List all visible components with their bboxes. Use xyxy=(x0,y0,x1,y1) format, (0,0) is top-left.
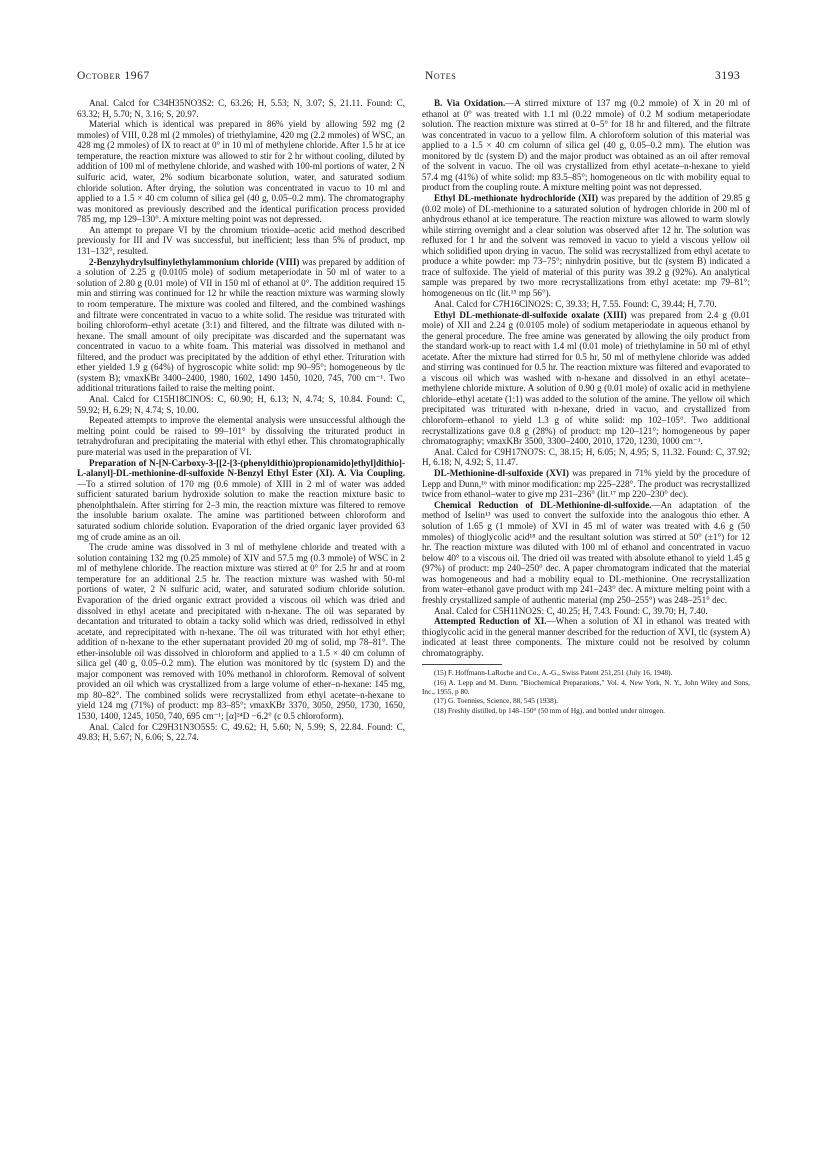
paragraph-text: Repeated attempts to improve the elemental analysis were unsuccessful although the melting point could be raised to 99–101° by dissolving the triturated product in tetrahydrofuran and precipitating the material with ethyl ether. This chromatographically pure material was used in the preparation of VI. xyxy=(77,415,405,457)
paragraph-text: —An adaptation of the method of Iselin¹³ was used to convert the sulfoxide into the analogous thio ether. A solution of 1.65 g (1 mmole) of XVI in 45 ml of water was treated with 4.6 g (50 mmoles) of thioglycolic acid¹⁸ and the resultant solution was stirred at 50° (±1°) for 12 hr. The reaction mixture was diluted with 100 ml of ethanol and concentrated in vacuo below 40° to a viscous oil. The dried oil was treated with absolute ethanol to yield 1.45 g (97%) of product: mp 240–250° dec. A paper chromatogram indicated that the material was homogeneous and had a mobility equal to DL-methionine. One recrystallization from water–ethanol gave product with mp 241–243° dec. A mixture melting point with a freshly crystallized sample of authentic material (mp 250–255°) was 248–251° dec. xyxy=(422,499,750,605)
paragraph-text: was prepared from 2.4 g (0.01 mole) of XII and 2.24 g (0.0105 mole) of sodium metaperiodate in aqueous ethanol by the general procedure. The free amine was generated by allowing the oily product from the standard work-up to react with 1.4 ml (0.01 mole) of triethylamine in 50 ml of ethyl acetate. After the mixture had stirred for 0.5 hr, 50 ml of methylene chloride was added and stirring was continued for 0.5 hr. The reaction mixture was filtered and evaporated to a viscous oil which was washed with n-hexane and dissolved in an ethyl acetate–methylene chloride mixture. A solution of 0.90 g (0.01 mole) of oxalic acid in methylene chloride–ethyl acetate (1:1) was added to the solution of the amine. The yellow oil which precipitated was triturated with n-hexane, dried in vacuo, and crystallized from chloroform–ethanol to yield 1.3 g of white solid: mp 102–105°. Two additional recrystallizations gave 0.8 g (28%) of product: mp 120–121°; homogeneous by paper chromatography; νmaxKBr 3500, 3300–2400, 2010, 1720, 1230, 1000 cm⁻¹. xyxy=(422,309,750,447)
paragraph-text: Anal. Calcd for C5H11NO2S: C, 40.25; H, 7.43. Found: C, 39.70; H, 7.40. xyxy=(434,605,708,616)
footnote: (17) G. Toennies, Science, 88, 545 (1938). xyxy=(434,696,558,706)
paragraph xyxy=(422,98,750,193)
paragraph-text: Material which is identical was prepared in 86% yield by allowing 592 mg (2 mmoles) of VIII, 0.28 ml (2 mmoles) of triethylamine, 420 mg (2.2 mmoles) of WSC, an 428 mg (2 mmoles) of IX to react at 0° in 10 ml of methylene chloride. After 1.5 hr at ice temperature, the reaction mixture was allowed to stir for 2 hr without cooling, diluted by addition of 100 ml of methylene chloride, and washed with 100-ml portions of water, 2 N sulfuric acid, water, 2% sodium bicarbonate solution, water, and saturated sodium chloride solution. After drying, the solution was concentrated in vacuo to 10 ml and applied to a 1.5 × 40 cm column of silica gel (40 g, 0.05–0.2 mm). The chromatography was monitored as previously described and the identical purification process provided 785 mg, mp 129–130°. A mixture melting point was not depressed. xyxy=(77,119,405,225)
footnotes xyxy=(422,668,750,715)
paragraph-text: Anal. Calcd for C29H31N3O5S5: C, 49.62; H, 5.60; N, 5.99; S, 22.84. Found: C, 49.83; H, 5.67; N, 6.06; S, 22.74. xyxy=(77,721,405,743)
left-column xyxy=(77,98,405,743)
paragraph-text: Anal. Calcd for C9H17NO7S: C, 38.15; H, 6.05; N, 4.95; S, 11.32. Found: C, 37.92; H, 6.18; N, 4.92; S, 11.47. xyxy=(422,446,750,468)
paragraph-text: was prepared in 71% yield by the procedure of Lepp and Dunn,¹⁶ with minor modification: mp 225–228°. The product was recrystallized twice from ethanol–water to give mp 231–236° (lit.¹⁷ mp 220–230° dec). xyxy=(422,468,751,500)
paragraph-text: An attempt to prepare VI by the chromium trioxide–acetic acid method described previously for III and IV was successful, but inefficient; less than 5% of product, mp 131–132°, resulted. xyxy=(77,224,405,257)
paragraph xyxy=(77,458,405,542)
running-header-section: Notes xyxy=(425,70,457,82)
paragraph-text: —A stirred mixture of 137 mg (0.2 mmole) of X in 20 ml of ethanol at 0° was treated with 1.1 ml (0.22 mmole) of 0.2 M sodium metaperiodate solution. The reaction mixture was stirred at 0–5° for 18 hr and filtered, and the filtrate was concentrated in vacuo to a yellow film. A chloroform solution of this material was applied to a 1.5 × 40 cm column of silica gel (40 g, 0.05–0.2 mm). The elution was monitored by tlc (system D) and the major product was obtained as an oil after removal of the solvent in vacuo. The oil was crystallized from ethyl acetate–n-hexane to yield 57.4 mg (41%) of white solid: mp 83.5–85°; homogeneous on tlc with mobility equal to product from the coupling route. A mixture melting point was not depressed. xyxy=(422,98,750,193)
paragraph-text: was prepared by addition of a solution of 2.25 g (0.0105 mole) of sodium metaperiodate in 50 ml of water to a solution of 2.80 g (0.01 mole) of VII in 150 ml of ethanol at 0°. The addition required 15 min and stirring was continued for 12 hr while the reaction mixture was warming slowly to room temperature. The mixture was cooled and filtered, and the combined washings and filtrate were concentrated in vacuo to a white solid. The residue was triturated with boiling chloroform–ethyl acetate (3:1) and filtered, and the filtrate was diluted with n-hexane. The small amount of oily precipitate was discarded and the supernatant was concentrated in vacuo to a white foam. This material was dissolved in methanol and filtered, and the product was precipitated by the addition of ethyl ether. Trituration with ether yielded 1.9 g (64%) of hygroscopic white solid: mp 90–95°; homogeneous by tlc (system B); νmaxKBr 3400–2400, 1980, 1602, 1490 1450, 1020, 745, 700 cm⁻¹. Two additional triturations failed to raise the melting point. xyxy=(77,256,405,394)
paragraph-text: Anal. Calcd for C34H35NO3S2: C, 63.26; H, 5.53; N, 3.07; S, 21.11. Found: C, 63.32; H, 5.70; N, 3.16; S, 20.97. xyxy=(77,98,405,119)
footnote: (18) Freshly distilled, bp 148–150° (50 mm of Hg), and bottled under nitrogen. xyxy=(434,705,665,715)
footnote-rule xyxy=(422,664,502,665)
paragraph xyxy=(422,500,750,605)
paragraph xyxy=(422,310,750,447)
paragraph-text: The crude amine was dissolved in 3 ml of methylene chloride and treated with a solution containing 132 mg (0.25 mmole) of XIV and 57.5 mg (0.3 mmole) of WSC in 2 ml of methylene chloride. The reaction mixture was stirred at 0° for 2.5 hr and at room temperature for an additional 2.5 hr. The reaction mixture was washed with 50-ml portions of water, 2 N sulfuric acid, water, and saturated sodium chloride solution. Evaporation of the dried organic extract provided a viscous oil which was dried and dissolved in ethyl acetate and precipitated with n-hexane. The oil was separated by decantation and triturated to obtain a tacky solid which was dried, redissolved in ethyl acetate, and reprecipitated with n-hexane. The oil was triturated with hot ethyl ether; addition of n-hexane to the ether supernatant provided 20 mg of solid, mp 78–81°. The ether-insoluble oil was dissolved in chloroform and applied to a 1.5 × 40 cm column of silica gel (40 g, 0.05–0.2 mm). The elution was monitored by tlc (system D) and the major component was removed with 10% methanol in chloroform. Removal of solvent provided an oil which was crystallized from a large volume of ether–n-hexane: 145 mg, mp 80–82°. The combined solids were recrystallized from ethyl acetate–n-hexane to yield 124 mg (71%) of product: mp 83–85°; νmaxKBr 3370, 3050, 2950, 1730, 1650, 1530, 1400, 1245, 1050, 740, 695 cm⁻¹; [α]²⁴D −6.2° (c 0.5 chloroform). xyxy=(77,542,405,722)
paragraph xyxy=(422,606,750,617)
paragraph-heading: 2-Benzyhydrylsulfinylethylammonium chloride (VIII) xyxy=(89,256,300,267)
paragraph-text: —To a stirred solution of 170 mg (0.6 mmole) of XIII in 2 ml of water was added sufficient saturated barium hydroxide solution to make the reaction mixture basic to phenolphthalein. After stirring for 2–3 min, the reaction mixture was filtered to remove the insoluble barium oxalate. The amine was partitioned between chloroform and saturated sodium chloride solution. Evaporation of the dried organic layer provided 63 mg of crude amine as an oil. xyxy=(77,478,405,542)
paragraph-heading: Attempted Reduction of XI. xyxy=(434,616,547,627)
paragraph xyxy=(77,98,405,119)
page-number: 3193 xyxy=(715,70,741,82)
paragraph xyxy=(77,394,405,415)
paragraph-heading: Ethyl DL-methionate hydrochloride (XII) xyxy=(434,193,599,204)
paragraph xyxy=(422,468,750,500)
paragraph xyxy=(422,193,750,298)
paragraph xyxy=(77,415,405,457)
paragraph-heading: DL-Methionine-dl-sulfoxide (XVI) xyxy=(434,468,569,479)
paragraph xyxy=(422,447,750,468)
paragraph-heading: B. Via Oxidation. xyxy=(434,98,506,108)
paragraph-heading: Preparation of N-[N-Carboxy-3-[[2-[3-(phenyldithio)propionamido]ethyl]dithio]-L-alanyl]-DL-methionine-dl-sulfoxide N-Benzyl Ethyl Ester (XI). A. Via Coupling. xyxy=(77,457,405,479)
paragraph xyxy=(77,257,405,394)
paragraph xyxy=(77,119,405,224)
paragraph xyxy=(77,542,405,721)
paragraph-text: Anal. Calcd for C15H18ClNOS: C, 60.90; H, 6.13; N, 4.74; S, 10.84. Found: C, 59.92; H, 6.29; N, 4.74; S, 10.00. xyxy=(77,394,405,415)
paragraph-heading: Chemical Reduction of DL-Methionine-dl-sulfoxide. xyxy=(434,499,652,510)
paragraph-text: was prepared by the addition of 29.85 g (0.02 mole) of DL-methionine to a saturated solution of hydrogen chloride in 200 ml of anhydrous ethanol at ice temperature. The reaction mixture was allowed to warm slowly while stirring overnight and a clear solution was observed after 12 hr. The solution was refluxed for 1 hr and the solvent was removed in vacuo to yield a viscous yellow oil which solidified upon drying in vacuo. The solid was recrystallized from ethyl acetate to produce a white powder: mp 73–75°; ninhydrin positive, but tlc (system B) indicated a trace of sulfoxide. The yield of material of this purity was 39.2 g (92%). An analytical sample was prepared by two more recrystallizations from ethyl acetate: mp 79–81°; homogeneous on tlc (lit.¹⁵ mp 56°). xyxy=(422,193,751,299)
paragraph xyxy=(77,722,405,743)
paragraph-heading: Ethyl DL-methionate-dl-sulfoxide oxalate (XIII) xyxy=(434,309,627,320)
right-column xyxy=(422,98,750,715)
paragraph xyxy=(77,225,405,257)
paragraph xyxy=(422,299,750,310)
paragraph-text: Anal. Calcd for C7H16ClNO2S: C, 39.33; H, 7.55. Found: C, 39.44; H, 7.70. xyxy=(434,298,717,309)
running-header-date: October 1967 xyxy=(77,70,150,82)
right-column-body xyxy=(422,98,750,658)
footnote: (16) A. Lepp and M. Dunn, "Biochemical Preparations," Vol. 4, New York, N. Y., John Wiley and Sons, Inc., 1955, p 80. xyxy=(422,677,750,697)
footnote: (15) F. Hoffmann-LaRoche and Co., A.-G., Swiss Patent 251,251 (July 16, 1948). xyxy=(434,668,673,678)
paragraph-text: —When a solution of XI in ethanol was treated with thioglycolic acid in the general manner described for the reduction of XVI, tlc (system A) indicated at least three components. The mixture could not be resolved by column chromatography. xyxy=(422,616,750,658)
paragraph xyxy=(422,616,750,658)
